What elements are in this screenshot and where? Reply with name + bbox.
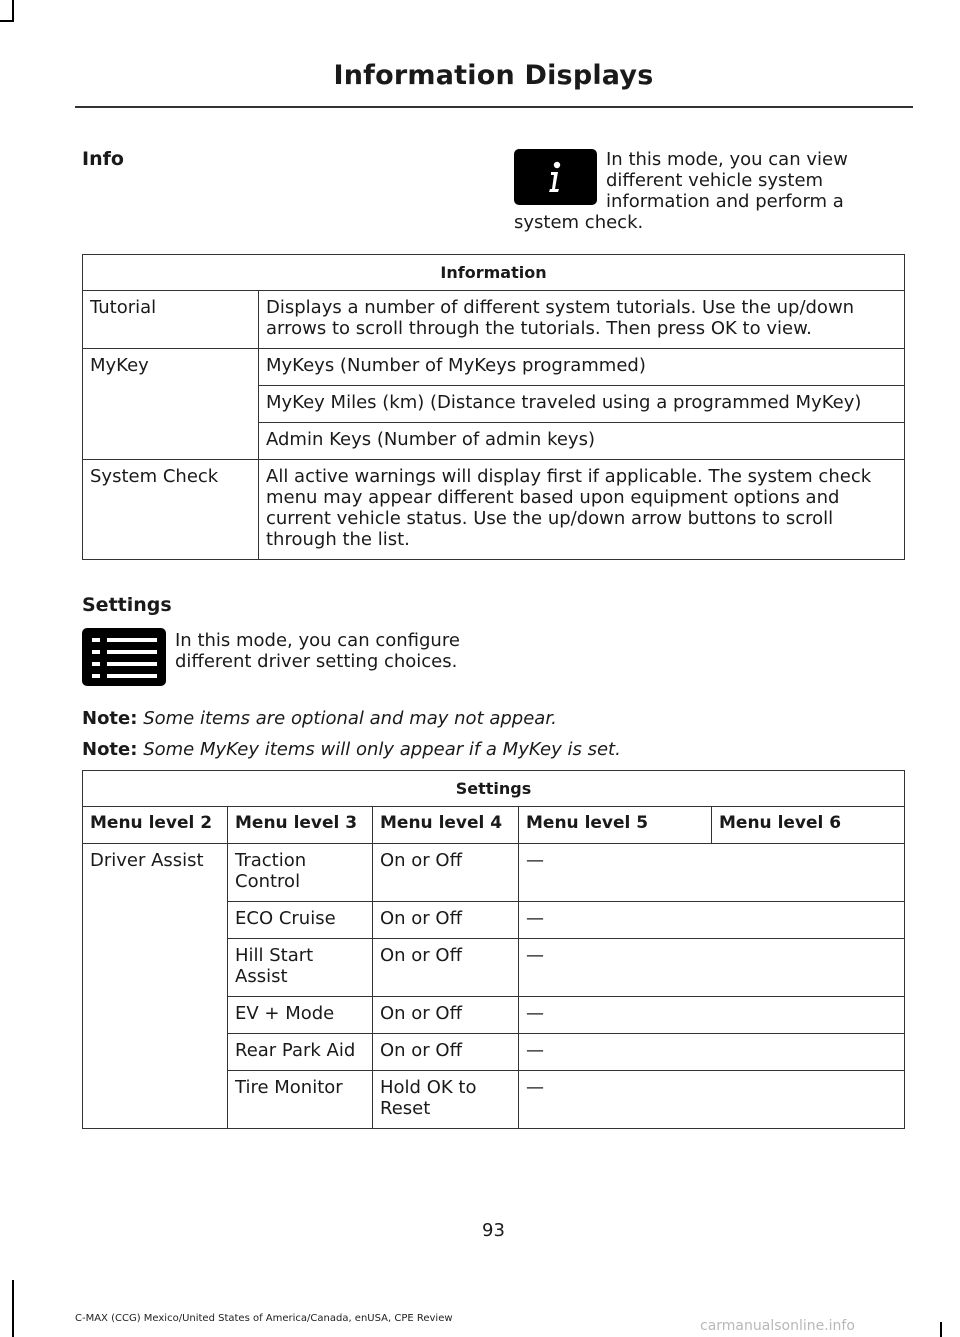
crop-mark-top-left: [12, 0, 14, 22]
table-row: [83, 844, 905, 902]
table-cell: Tire Monitor: [228, 1071, 373, 1129]
page-title: Information Displays: [333, 60, 654, 91]
column-header: Menu level 4: [373, 807, 519, 844]
information-table: [82, 254, 905, 560]
table-cell: —: [519, 1034, 905, 1071]
table-cell: Tutorial: [83, 291, 259, 349]
settings-description: In this mode, you can configure different driver setting choices.: [175, 630, 460, 672]
table-row: [83, 291, 905, 349]
information-table-caption: Information: [83, 255, 905, 291]
table-cell: On or Off: [373, 939, 519, 997]
note-text: Some items are optional and may not appear.: [143, 708, 557, 729]
settings-table: [82, 770, 905, 1129]
table-cell: —: [519, 844, 905, 902]
table-cell: On or Off: [373, 1034, 519, 1071]
crop-mark-top-left: [0, 20, 14, 22]
crop-mark-bottom-right: [940, 1322, 942, 1337]
table-cell: ECO Cruise: [228, 902, 373, 939]
settings-section-title: Settings: [82, 594, 172, 616]
table-cell: Traction Control: [228, 844, 373, 902]
crop-mark-bottom-left: [12, 1280, 14, 1337]
table-cell: —: [519, 902, 905, 939]
note-text: Some MyKey items will only appear if a MyKey is set.: [143, 739, 621, 760]
footer-text: C-MAX (CCG) Mexico/United States of America/Canada, enUSA, CPE Review: [75, 1313, 453, 1324]
table-cell: Hill Start Assist: [228, 939, 373, 997]
table-cell: On or Off: [373, 997, 519, 1034]
note-label: Note:: [82, 739, 138, 760]
watermark: carmanualsonline.info: [700, 1318, 855, 1334]
table-cell: On or Off: [373, 902, 519, 939]
table-cell: MyKeys (Number of MyKeys programmed): [259, 349, 905, 386]
note: [82, 708, 557, 729]
table-cell: All active warnings will display first if applicable. The system check menu may appear different based upon equipment options and current vehicle status. Use the up/down arrow buttons to scroll through the list.: [259, 460, 905, 560]
table-row: [83, 349, 905, 386]
column-header: Menu level 2: [83, 807, 228, 844]
table-cell: Admin Keys (Number of admin keys): [259, 423, 905, 460]
table-cell: —: [519, 939, 905, 997]
table-cell: Rear Park Aid: [228, 1034, 373, 1071]
table-cell: On or Off: [373, 844, 519, 902]
info-description: In this mode, you can view different vehicle system information and perform a system check.: [514, 149, 848, 233]
table-cell: EV + Mode: [228, 997, 373, 1034]
header-rule: [75, 106, 913, 108]
settings-list-icon: [82, 628, 166, 686]
column-header: Menu level 3: [228, 807, 373, 844]
table-row: [83, 460, 905, 560]
table-cell: MyKey Miles (km) (Distance traveled using a programmed MyKey): [259, 386, 905, 423]
note: [82, 739, 621, 760]
table-cell: —: [519, 1071, 905, 1129]
info-section-title: Info: [82, 148, 124, 170]
table-header-row: [83, 807, 905, 844]
table-cell: MyKey: [83, 349, 259, 460]
column-header: Menu level 5: [519, 807, 712, 844]
table-cell: Hold OK to Reset: [373, 1071, 519, 1129]
table-cell: Driver Assist: [83, 844, 228, 1129]
page-number: 93: [482, 1220, 505, 1241]
settings-table-caption: Settings: [83, 771, 905, 807]
note-label: Note:: [82, 708, 138, 729]
table-cell: Displays a number of different system tutorials. Use the up/down arrows to scroll through the tutorials. Then press OK to view.: [259, 291, 905, 349]
table-cell: System Check: [83, 460, 259, 560]
table-cell: —: [519, 997, 905, 1034]
column-header: Menu level 6: [712, 807, 905, 844]
